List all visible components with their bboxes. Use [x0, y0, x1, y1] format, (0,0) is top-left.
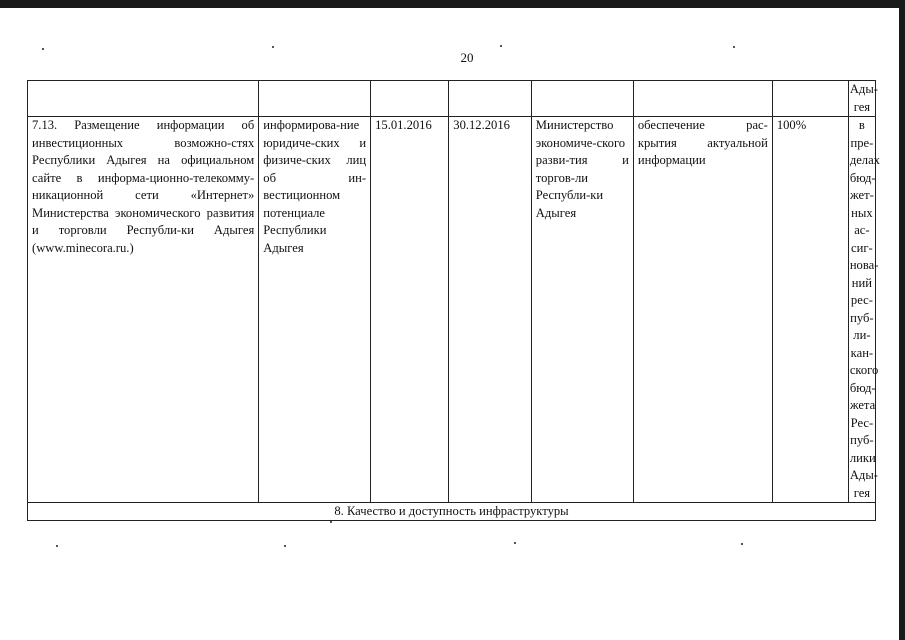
scan-speck	[500, 45, 502, 47]
scan-border-right	[899, 0, 905, 640]
section-heading: 8. Качество и доступность инфраструктуры	[28, 503, 876, 521]
cell-end-date: 30.12.2016	[449, 117, 532, 503]
scan-speck	[284, 545, 286, 547]
scan-speck	[330, 521, 332, 523]
cell-indicator: 100%	[772, 117, 848, 503]
cell-empty	[449, 81, 532, 117]
cell-start-date: 15.01.2016	[371, 117, 449, 503]
cell-empty	[259, 81, 371, 117]
cell-empty	[28, 81, 259, 117]
cell-empty	[371, 81, 449, 117]
cell-empty	[772, 81, 848, 117]
plan-table	[27, 80, 880, 521]
scan-speck	[741, 543, 743, 545]
page-number: 20	[460, 50, 474, 65]
scan-speck	[56, 545, 58, 547]
scan-speck	[272, 46, 274, 48]
cell-funding-continuation: Ады- гея	[848, 81, 875, 117]
cell-responsible: Министерство экономиче-ского разви-тия и торгов-ли Республи-ки Адыгея	[531, 117, 633, 503]
scan-speck	[514, 542, 516, 544]
cell-funding: в пре- делах бюд- жет- ных ас- сиг- нова- ний рес- пуб- ли- кан- ского бюд- жета Рес- пуб- лики Ады- гея	[848, 117, 875, 503]
section-heading-row	[28, 503, 876, 521]
scan-speck	[733, 46, 735, 48]
cell-item: 7.13. Размещение информации об инвестиционных возможно-стях Республики Адыгея на официальном сайте в информа-ционно-телекомму-никационной сети «Интернет» Министерства экономического развития и торговли Республи-ки Адыгея (www.minecora.ru.)	[28, 117, 259, 503]
cell-purpose: информирова-ние юридиче-ских и физиче-ских лиц об ин-вестиционном потенциале Республики Адыгея	[259, 117, 371, 503]
scan-border-top	[0, 0, 905, 8]
cell-empty	[633, 81, 772, 117]
cell-empty	[531, 81, 633, 117]
table-row	[28, 117, 876, 503]
scan-speck	[42, 48, 44, 50]
table-row-continuation	[28, 81, 876, 117]
cell-result: обеспечение рас-крытия актуальной информации	[633, 117, 772, 503]
